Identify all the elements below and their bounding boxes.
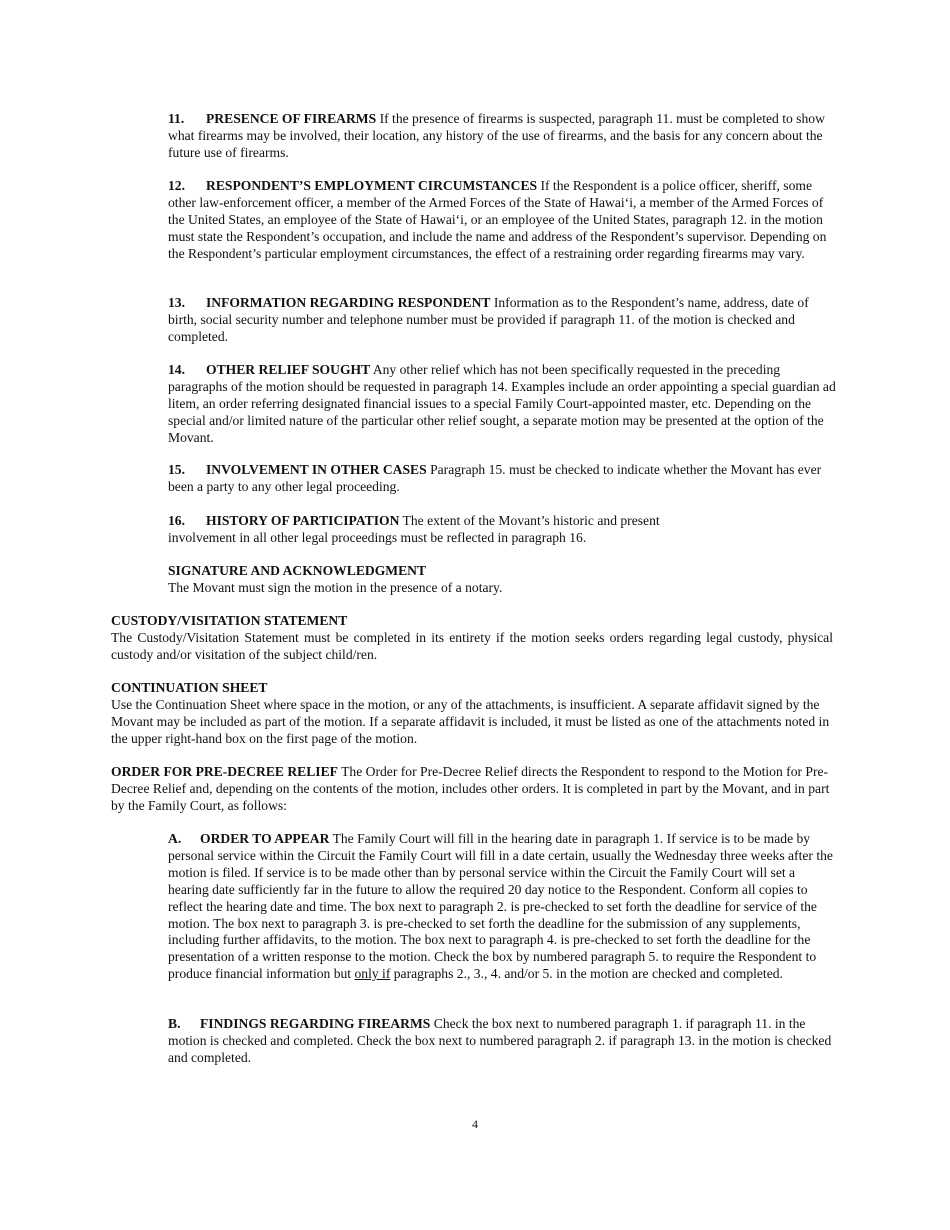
continuation-sheet-section bbox=[111, 680, 833, 748]
section-heading: FINDINGS REGARDING FIREARMS bbox=[200, 1016, 431, 1031]
section-number: 13. bbox=[168, 295, 185, 310]
section-12 bbox=[168, 178, 836, 263]
section-number: 12. bbox=[168, 178, 185, 193]
section-a-order-to-appear bbox=[168, 831, 836, 983]
section-body-end: paragraphs 2., 3., 4. and/or 5. in the motion are checked and completed. bbox=[390, 966, 783, 982]
section-heading: ORDER TO APPEAR bbox=[200, 831, 330, 846]
section-body: Any other relief which has not been specifically requested in the preceding paragraphs of the motion should be requested in paragraph 14. Examples include an order appointing a special guardian ad litem, an order referring designated financial issues to a special Family Court-appointed master, etc. Depending on the special and/or limited nature of the particular other relief sought, a separate motion may be presented at the option of the Movant. bbox=[168, 362, 836, 445]
section-heading: OTHER RELIEF SOUGHT bbox=[206, 362, 371, 377]
section-heading: PRESENCE OF FIREARMS bbox=[206, 111, 377, 126]
section-heading: CUSTODY/VISITATION STATEMENT bbox=[111, 613, 348, 628]
signature-section bbox=[168, 563, 836, 597]
section-heading: INFORMATION REGARDING RESPONDENT bbox=[206, 295, 491, 310]
section-heading: HISTORY OF PARTICIPATION bbox=[206, 513, 400, 528]
section-body: The extent of the Movant’s historic and present bbox=[399, 513, 660, 528]
section-number: 15. bbox=[168, 462, 185, 477]
section-number: 14. bbox=[168, 362, 185, 377]
section-b-findings-firearms bbox=[168, 1016, 836, 1067]
section-15 bbox=[168, 462, 836, 496]
section-number: 11. bbox=[168, 111, 185, 126]
section-body: Use the Continuation Sheet where space in the motion, or any of the attachments, is insufficient. A separate affidavit signed by the Movant may be included as part of the motion. If a separate affidavit is included, it must be listed as one of the attachments noted in the upper right-hand box on the first page of the motion. bbox=[111, 696, 830, 746]
section-body: If the presence of firearms is suspected, paragraph 11. must be completed to show what firearms may be involved, their location, any history of the use of firearms, and the basis for any concern about the future use of firearms. bbox=[168, 111, 825, 160]
section-14 bbox=[168, 362, 836, 447]
section-11 bbox=[168, 111, 836, 162]
section-heading: RESPONDENT’S EMPLOYMENT CIRCUMSTANCES bbox=[206, 178, 538, 193]
section-body-continued: involvement in all other legal proceedings must be reflected in paragraph 16. bbox=[168, 529, 587, 545]
section-body: Paragraph 15. must be checked to indicate whether the Movant has ever been a party to any other legal proceeding. bbox=[168, 462, 822, 494]
section-body: The Family Court will fill in the hearing date in paragraph 1. If service is to be made by personal service within the Circuit the Family Court will fill in a date certain, usually the Wednesday three weeks after the motion is filed. If service is to be made other than by personal service within the Circuit the Family Court will set a hearing date sufficiently far in the future to allow the required 20 day notice to the Respondent. Conform all copies to reflect the hearing date and time. The box next to paragraph 2. is pre-checked to set forth the deadline for service of the motion. The box next to paragraph 3. is pre-checked to set forth the deadline for the submission of any supplements, including further affidavits, to the motion. The box next to paragraph 4. is pre-checked to set forth the deadline for the presentation of a written response to the motion. Check the box by numbered paragraph 5. to require the Respondent to produce financial information but bbox=[168, 831, 833, 982]
section-number: 16. bbox=[168, 513, 185, 528]
custody-visitation-section bbox=[111, 613, 833, 664]
section-heading: ORDER FOR PRE-DECREE RELIEF bbox=[111, 764, 338, 779]
order-pre-decree-section bbox=[111, 764, 833, 815]
underlined-emphasis: only if bbox=[354, 966, 391, 982]
page-number: 4 bbox=[472, 1117, 478, 1131]
section-body: The Custody/Visitation Statement must be completed in its entirety if the motion seeks orders regarding legal custody, physical custody and/or visitation of the subject child/ren. bbox=[111, 629, 833, 662]
section-heading: INVOLVEMENT IN OTHER CASES bbox=[206, 462, 427, 477]
section-heading: SIGNATURE AND ACKNOWLEDGMENT bbox=[168, 563, 427, 578]
section-body: Check the box next to numbered paragraph 1. if paragraph 11. in the motion is checked and completed. Check the box next to numbered paragraph 2. if paragraph 13. in the motion is checked and completed. bbox=[168, 1016, 832, 1065]
section-heading: CONTINUATION SHEET bbox=[111, 680, 268, 695]
section-letter: B. bbox=[168, 1016, 181, 1031]
section-body: If the Respondent is a police officer, sheriff, some other law-enforcement officer, a member of the Armed Forces of the State of Hawai‘i, a member of the Armed Forces of the United States, an employee of the State of Hawai‘i, or an employee of the United States, paragraph 12. in the motion must state the Respondent’s occupation, and include the name and address of the Respondent’s supervisor. Depending on the Respondent’s particular employment circumstances, the effect of a restraining order regarding firearms may vary. bbox=[168, 178, 827, 261]
section-body: Information as to the Respondent’s name, address, date of birth, social security number and telephone number must be provided if paragraph 11. of the motion is checked and completed. bbox=[168, 295, 809, 344]
section-letter: A. bbox=[168, 831, 182, 846]
section-16 bbox=[168, 513, 836, 547]
section-13 bbox=[168, 295, 836, 346]
section-body: The Movant must sign the motion in the presence of a notary. bbox=[168, 579, 503, 595]
section-body: The Order for Pre-Decree Relief directs the Respondent to respond to the Motion for Pre-Decree Relief and, depending on the contents of the motion, includes other orders. It is completed in part by the Movant, and in part by the Family Court, as follows: bbox=[111, 764, 830, 813]
